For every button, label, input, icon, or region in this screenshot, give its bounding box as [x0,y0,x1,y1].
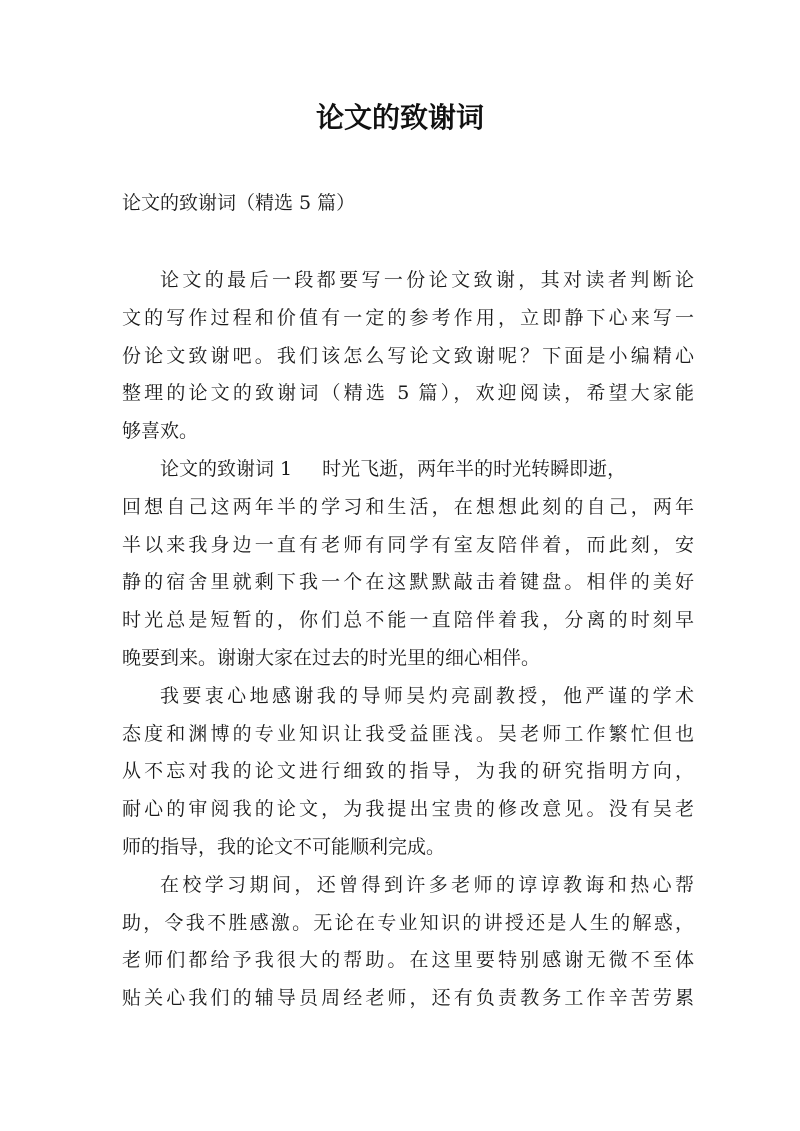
text-line: 论文的最后一段都要写一份论文致谢，其对读者判断论 [160,269,694,291]
text-line: 老师们都给予我很大的帮助。在这里要特别感谢无微不至体 [122,949,694,972]
text-line: 从不忘对我的论文进行细致的指导，为我的研究指明方向， [122,760,694,783]
text-line: 够喜欢。 [122,420,199,443]
text-line: 在校学习期间，还曾得到许多老师的谆谆教诲和热心帮 [160,873,694,896]
text-line: 晚要到来。谢谢大家在过去的时光里的细心相伴。 [122,646,541,669]
text-line: 助，令我不胜感激。无论在专业知识的讲授还是人生的解惑， [122,911,694,934]
section-heading: 论文的致谢词 1 [160,457,293,480]
document-title: 论文的致谢词 [315,101,484,134]
text-line-content: 时光飞逝，两年半的时光转瞬即逝， [322,457,627,480]
intro-paragraph [122,262,694,451]
document-subtitle: 论文的致谢词（精选 5 篇） [122,192,356,214]
text-line: 贴关心我们的辅导员周经老师，还有负责教务工作辛苦劳累 [122,987,694,1010]
text-line: 份论文致谢吧。我们该怎么写论文致谢呢？下面是小编精心 [122,344,694,367]
advisor-thanks-paragraph [122,678,694,867]
text-line: 师的指导，我的论文不可能顺利完成。 [122,835,446,858]
text-line: 耐心的审阅我的论文，为我提出宝贵的修改意见。没有吴老 [122,798,694,821]
text-line: 半以来我身边一直有老师有同学有室友陪伴着，而此刻，安 [122,533,694,556]
text-line: 态度和渊博的专业知识让我受益匪浅。吴老师工作繁忙但也 [122,722,694,745]
text-line: 时光总是短暂的，你们总不能一直陪伴着我，分离的时刻早 [122,609,694,632]
teachers-thanks-paragraph [122,867,694,1018]
text-line: 我要衷心地感谢我的导师吴灼亮副教授，他严谨的学术 [160,684,694,707]
text-line: 文的写作过程和价值有一定的参考作用，立即静下心来写一 [122,306,694,329]
acknowledgement-1-paragraph [122,451,694,678]
document-body [122,262,694,1018]
text-line [122,451,694,489]
text-line: 整理的论文的致谢词（精选 5 篇），欢迎阅读，希望大家能 [122,382,694,405]
text-line: 回想自己这两年半的学习和生活，在想想此刻的自己，两年 [122,495,694,518]
text-line: 静的宿舍里就剩下我一个在这默默敲击着键盘。相伴的美好 [122,571,694,594]
